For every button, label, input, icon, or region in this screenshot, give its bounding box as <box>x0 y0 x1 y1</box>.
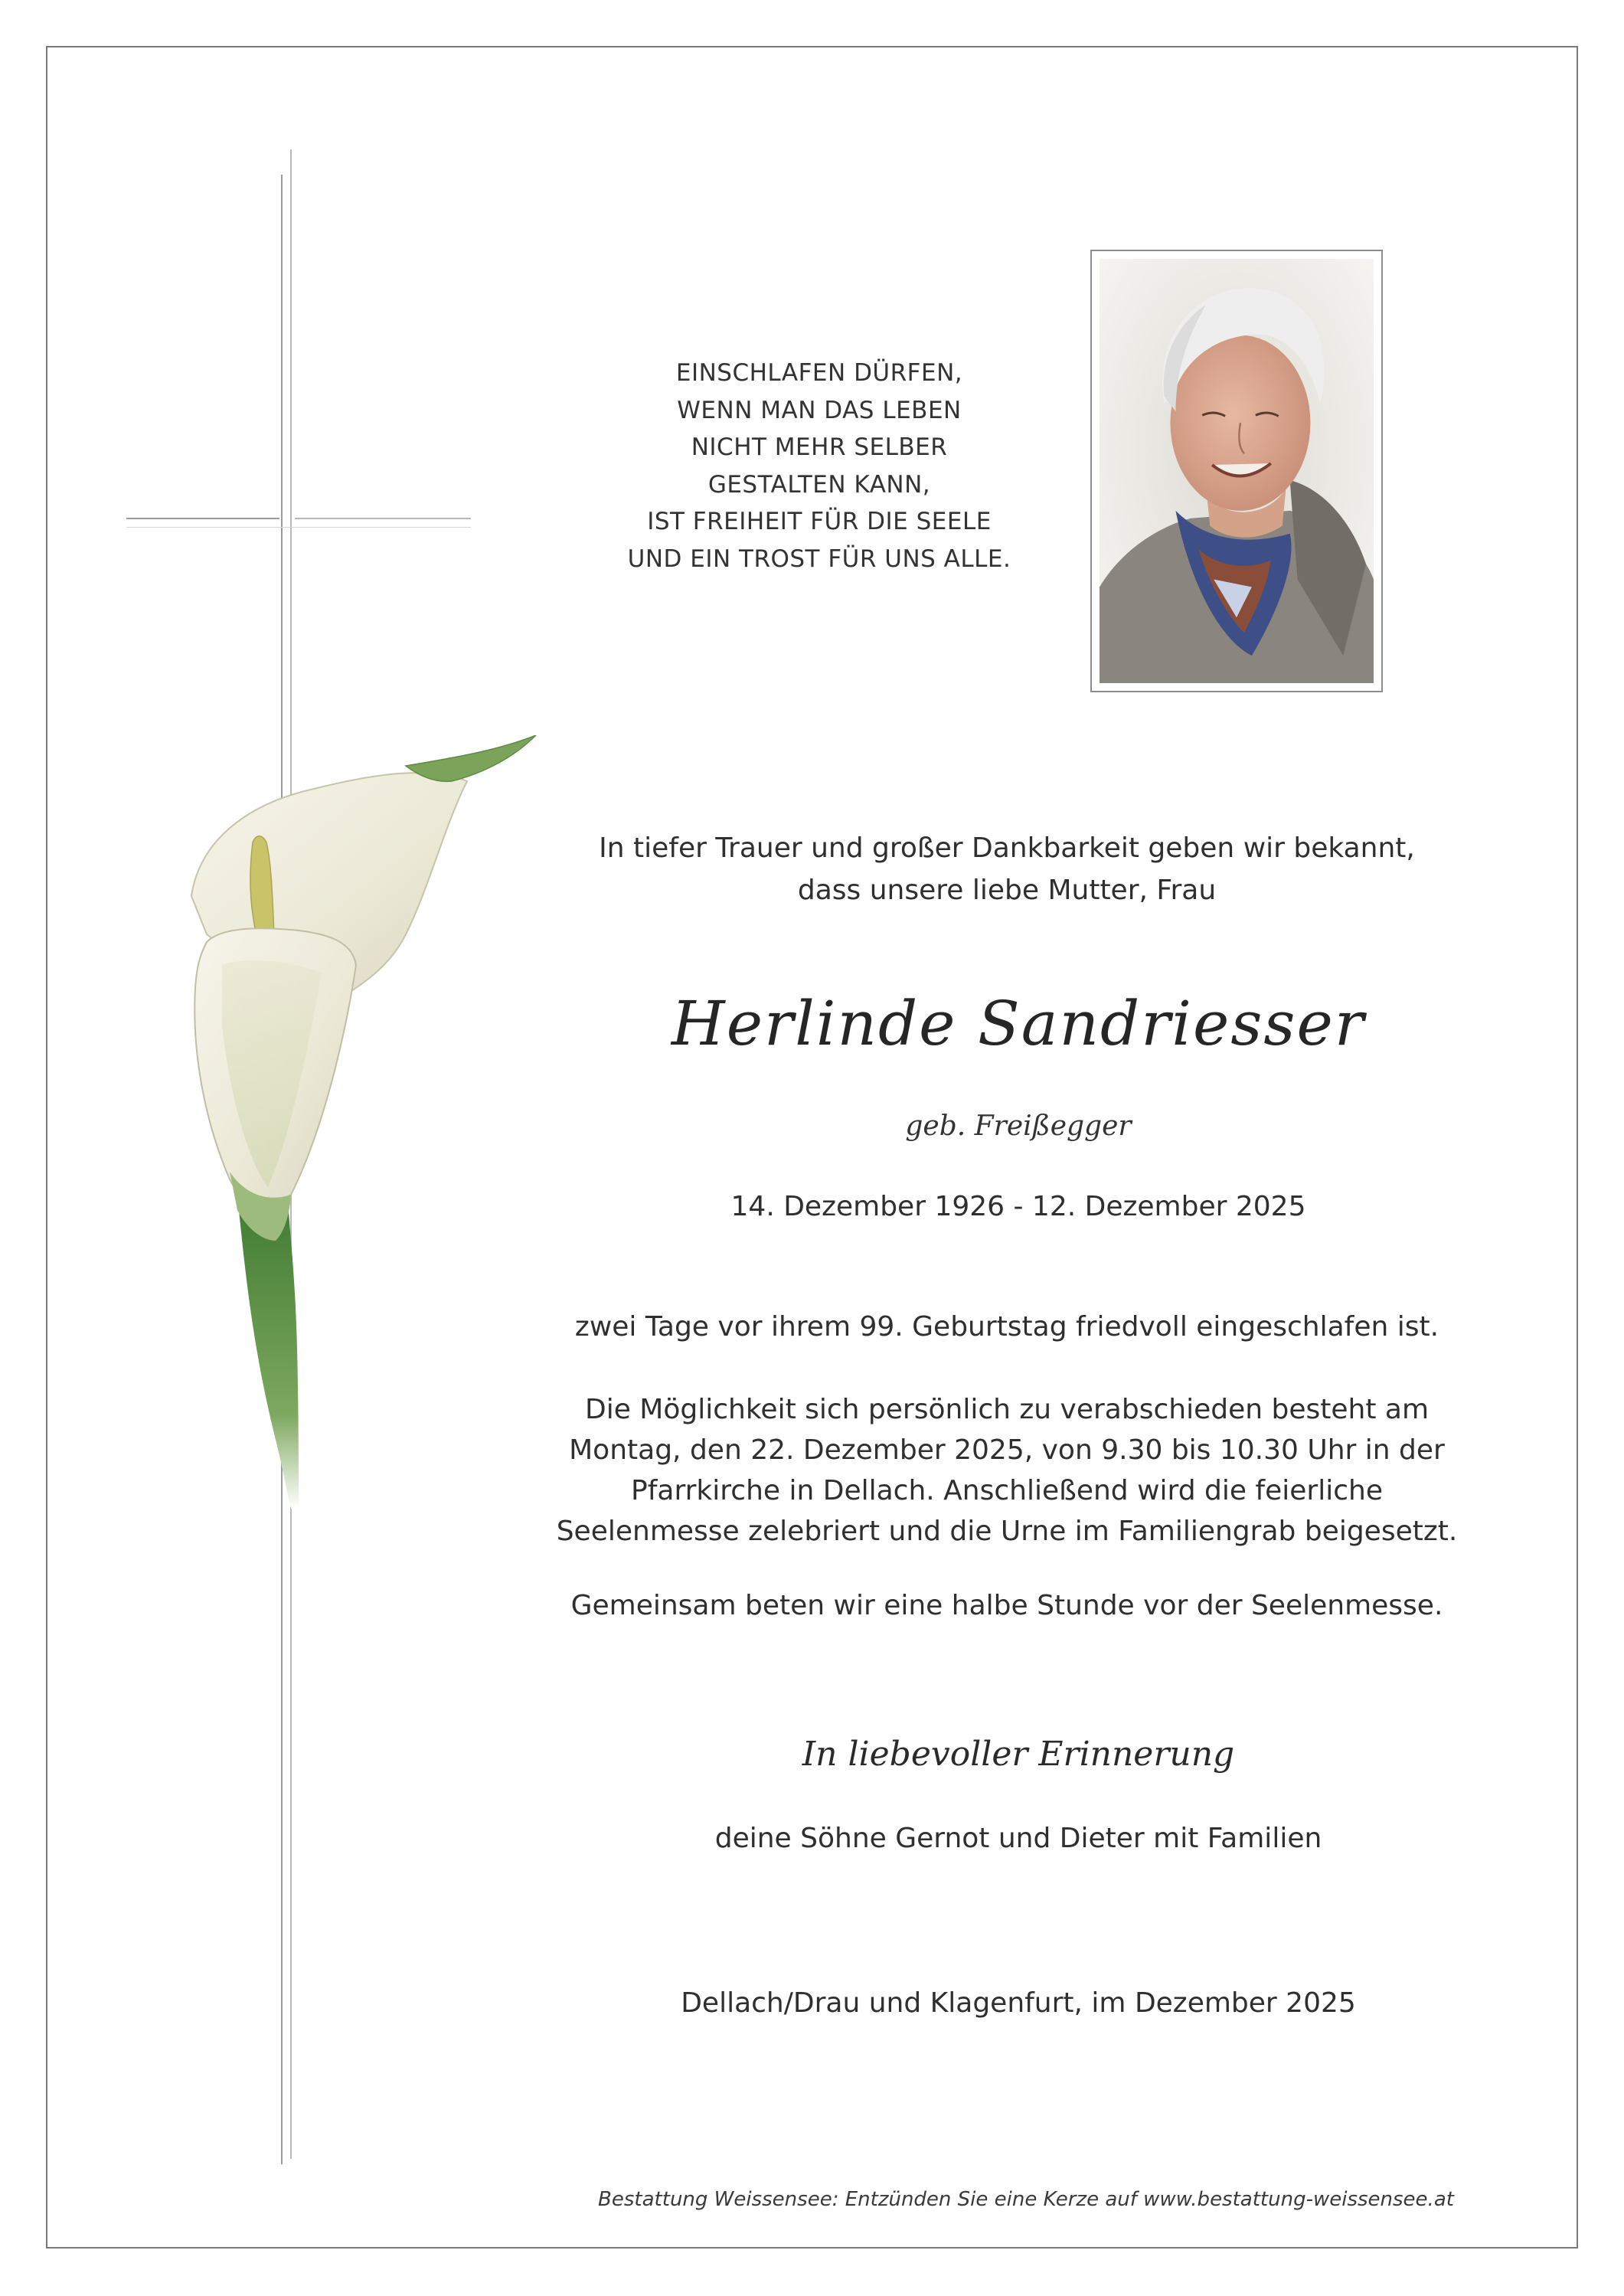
intro-text <box>536 827 1478 911</box>
birth-name: geb. Freißegger <box>905 1110 1132 1142</box>
poem-line: GESTALTEN KANN, <box>707 470 931 499</box>
body-line: Seelenmesse zelebriert und die Urne im Familiengrab beigesetzt. <box>556 1516 1458 1547</box>
body-line: Pfarrkirche in Dellach. Anschließend wird die feierliche <box>631 1475 1383 1506</box>
body-paragraph-1: zwei Tage vor ihrem 99. Geburtstag friedvoll eingeschlafen ist. <box>574 1311 1439 1343</box>
poem-line: WENN MAN DAS LEBEN <box>677 396 962 424</box>
body-line: Montag, den 22. Dezember 2025, von 9.30 bis 10.30 Uhr in der <box>569 1434 1445 1466</box>
poem-line: IST FREIHEIT FÜR DIE SEELE <box>647 508 992 535</box>
remembrance-heading: In liebevoller Erinnerung <box>802 1735 1235 1774</box>
body-line: Die Möglichkeit sich persönlich zu verabschieden besteht am <box>584 1394 1430 1425</box>
body-paragraph-3: Gemeinsam beten wir eine halbe Stunde vor der Seelenmesse. <box>570 1590 1443 1621</box>
intro-line: In tiefer Trauer und großer Dankbarkeit geben wir bekannt, <box>599 832 1415 864</box>
place-date: Dellach/Drau und Klagenfurt, im Dezember 2025 <box>681 1987 1356 2019</box>
deceased-name: Herlinde Sandriesser <box>671 988 1366 1059</box>
body-paragraph-2 <box>536 1389 1478 1552</box>
poem-verse <box>590 355 1049 577</box>
portrait-frame <box>1090 250 1383 692</box>
footer-note: Bestattung Weissensee: Entzünden Sie eine Kerze auf www.bestattung-weissensee.at <box>598 2188 1454 2211</box>
life-dates: 14. Dezember 1926 - 12. Dezember 2025 <box>730 1191 1306 1222</box>
poem-line: UND EIN TROST FÜR UNS ALLE. <box>627 545 1011 573</box>
portrait-photo <box>1100 259 1374 683</box>
family-signature: deine Söhne Gernot und Dieter mit Familien <box>714 1823 1322 1854</box>
poem-line: NICHT MEHR SELBER <box>691 433 948 461</box>
intro-line: dass unsere liebe Mutter, Frau <box>797 875 1217 906</box>
poem-line: EINSCHLAFEN DÜRFEN, <box>675 359 963 387</box>
